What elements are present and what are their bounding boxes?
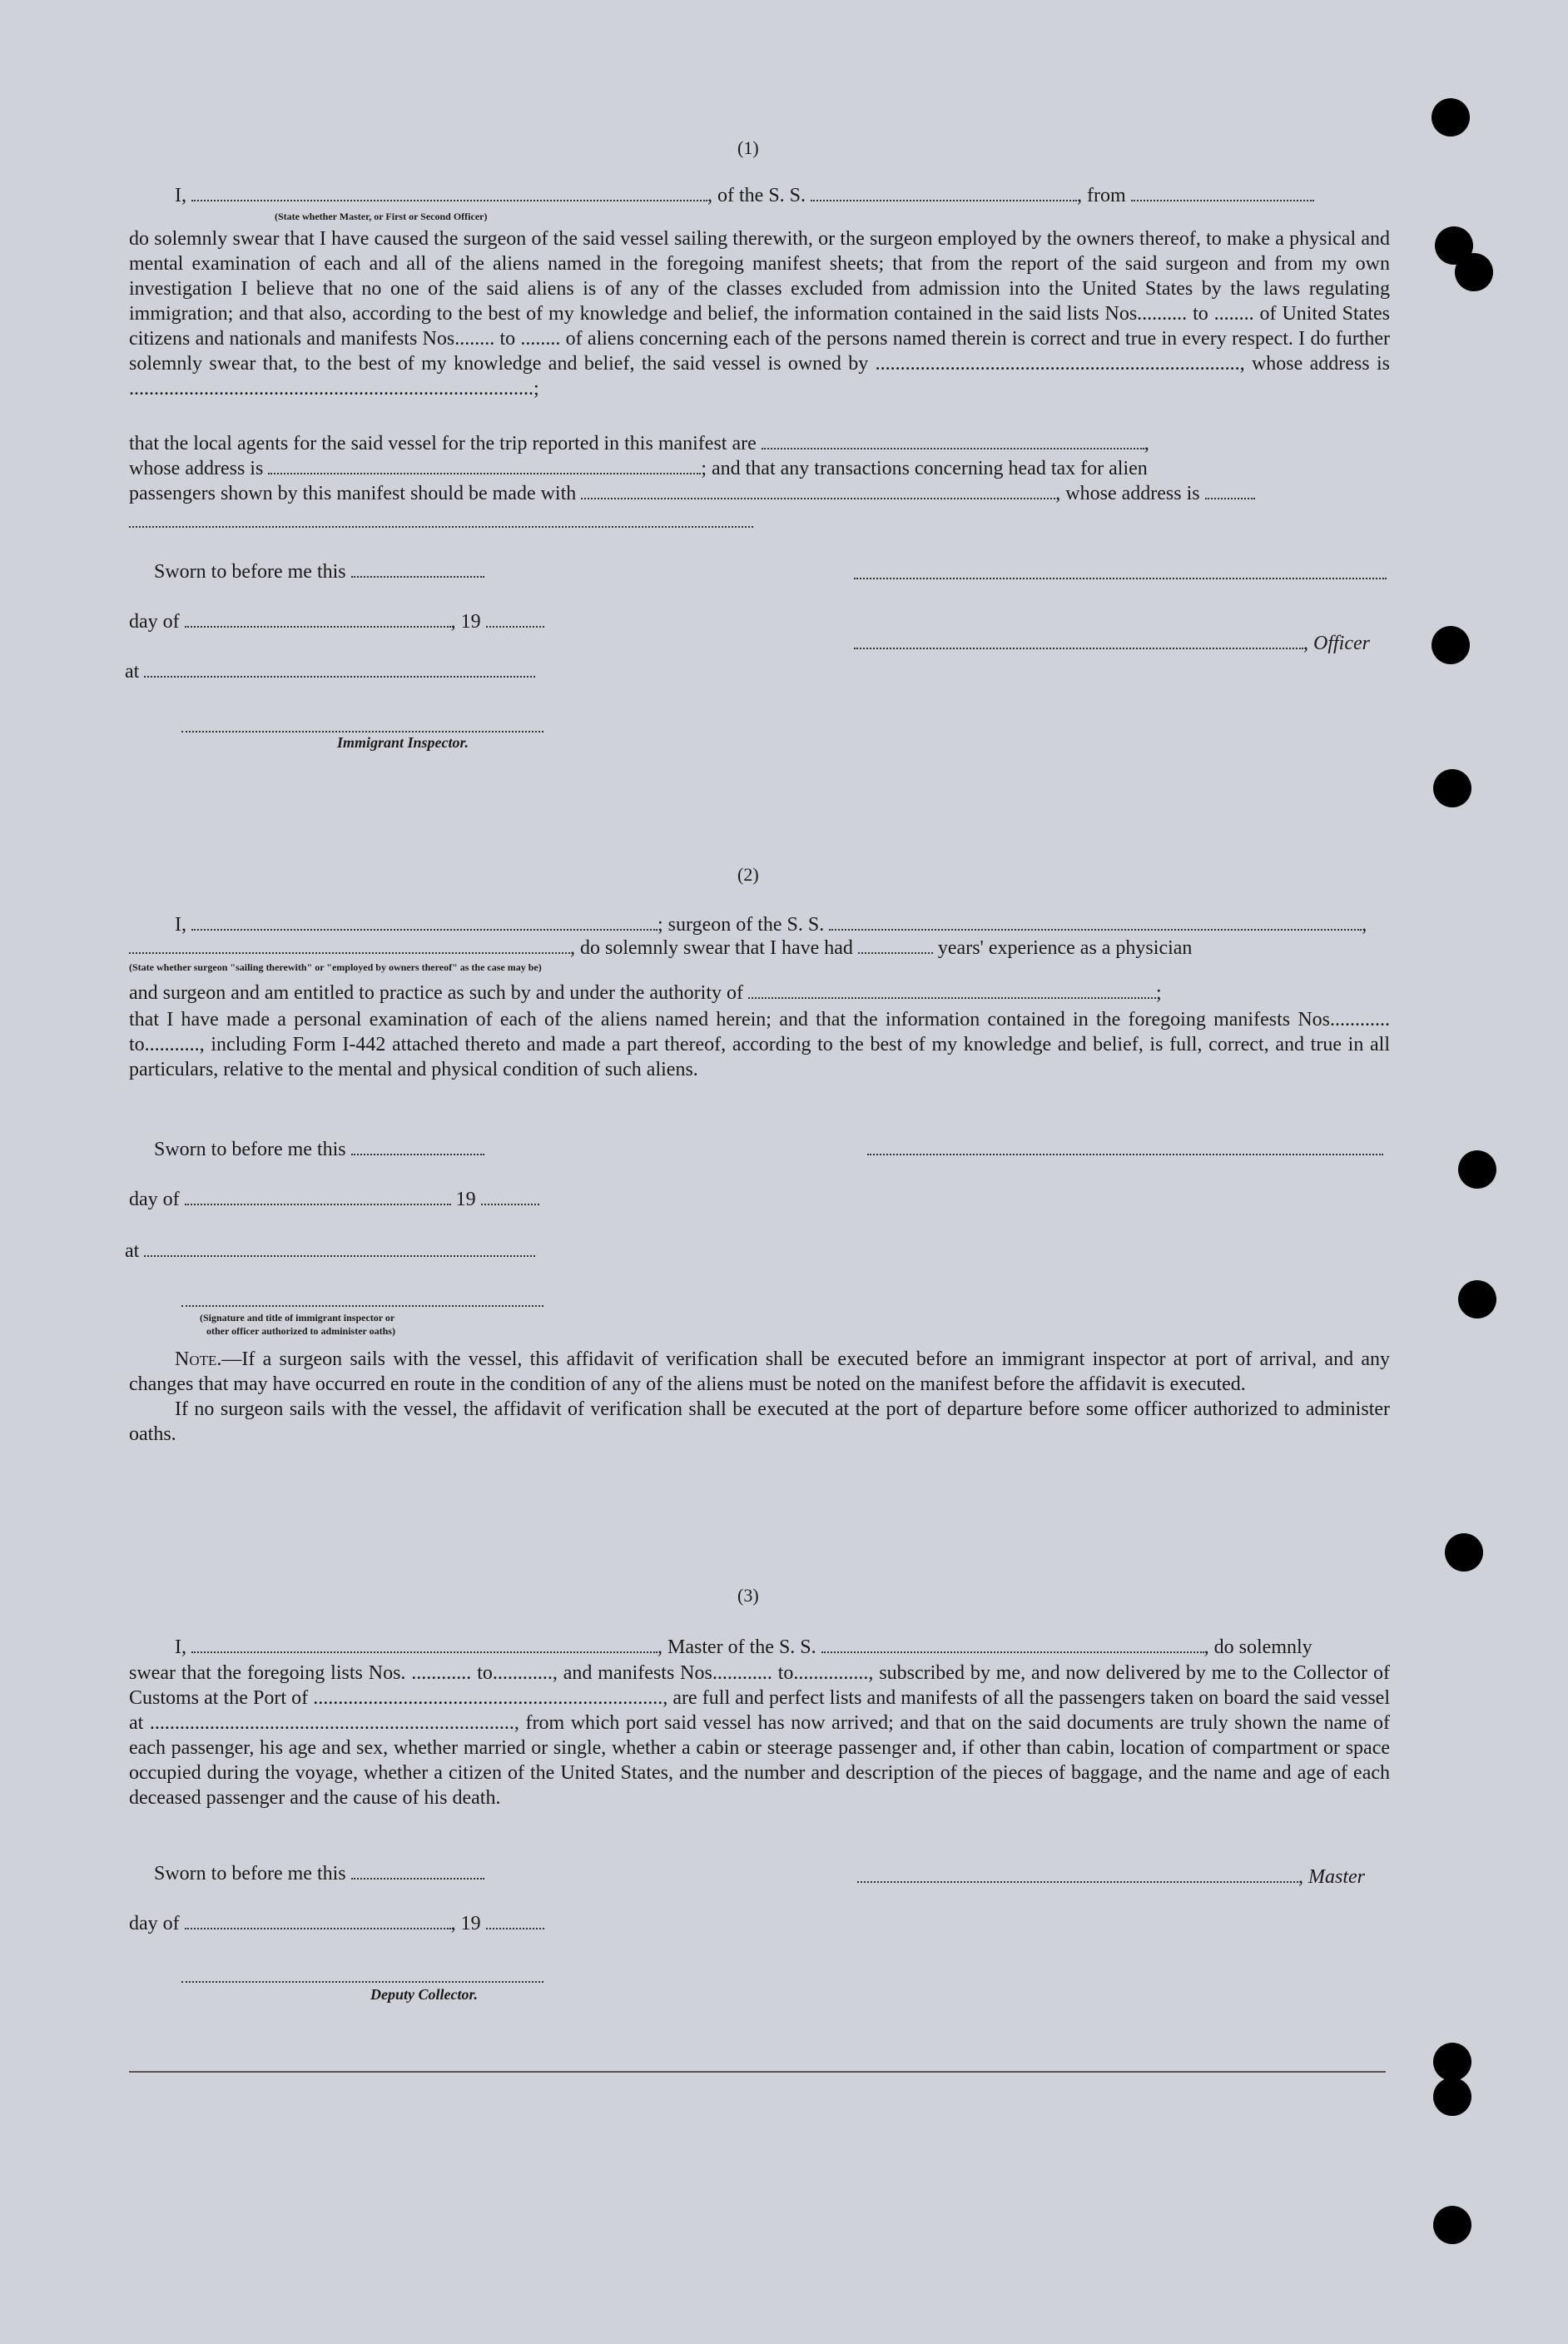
deputy-collector-caption: Deputy Collector. (370, 1986, 478, 2003)
affidavit2-at: at (125, 1240, 535, 1263)
affidavit3-body: swear that the foregoing lists Nos. ............ to............, and manifests Nos............ to..............., subscribed by me, and now delivered by me to the Collector of Customs at the Port of ......................................................................, are full and perfect lists and manifests of all the passengers taken on board the said vessel at ........................................................................., from which port said vessel has now arrived; and that on the said documents are truly shown the name of each passenger, his age and sex, whether married or single, whether a cabin or steerage passenger and, if other than cabin, location of compartment or space occupied during the voyage, whether a citizen of the United States, and the number and description of the pieces of baggage, and the name and age of each deceased passenger and the cause of his death. (129, 1662, 1390, 1809)
affidavit3-sworn: Sworn to before me this (154, 1863, 484, 1885)
affidavit1-passengers-line: passengers shown by this manifest should be made with , whose address is (129, 483, 1255, 505)
affidavit1-address-continuation (129, 526, 753, 528)
affidavit3-day-of: day of , 19 (129, 1913, 544, 1935)
punch-hole (1458, 1280, 1496, 1318)
affidavit1-body: do solemnly swear that I have caused the surgeon of the said vessel sailing therewith, or the surgeon employed by the owners thereof, to make a physical and mental examination of each and all of the aliens named in the foregoing manifest sheets; that from the report of the said surgeon and from my own investigation I believe that no one of the said aliens is of any of the classes excluded from admission into the United States by the laws regulating immigration; and that also, according to the best of my knowledge and belief, the information contained in the said lists Nos.......... to ........ of United States citizens and nationals and manifests Nos........ to ........ of aliens concerning each of the persons named therein is correct and true in every respect. I do further solemnly swear that, to the best of my knowledge and belief, the said vessel is owned by ........................................................................., whose address is .................................................................................; (129, 228, 1390, 400)
punch-hole (1433, 2043, 1471, 2081)
signature-caption-line2: other officer authorized to administer oaths) (206, 1325, 395, 1337)
punch-hole (1458, 1150, 1496, 1189)
punch-hole (1433, 2206, 1471, 2244)
punch-hole (1455, 253, 1493, 291)
section-number-1: (1) (737, 137, 759, 158)
surgeon-caption: (State whether surgeon "sailing therewith" or "employed by owners thereof" as the case may be) (129, 961, 542, 973)
affidavit1-whose-line: whose address is ; and that any transactions concerning head tax for alien (129, 458, 1148, 479)
affidavit1-officer-line: , Officer (854, 633, 1370, 655)
affidavit2-inspector-line (181, 1305, 543, 1307)
section-number-3: (3) (737, 1585, 759, 1606)
affidavit2-signature-line (867, 1154, 1383, 1155)
affidavit1-line1: I, , of the S. S. , from (175, 185, 1314, 207)
affidavit3-collector-line (181, 1981, 543, 1983)
affidavit1-signature-line (854, 578, 1387, 579)
affidavit1-sworn: Sworn to before me this (154, 561, 484, 584)
affidavit3-line1: I, , Master of the S. S. , do solemnly (175, 1636, 1312, 1658)
affidavit1-inspector-line (181, 731, 543, 732)
punch-hole (1445, 1533, 1483, 1572)
affidavit1-at: at (125, 661, 535, 683)
affidavit1-agents-line: that the local agents for the said vessel for the trip reported in this manifest are , (129, 433, 1149, 454)
affidavit2-day-of: day of 19 (129, 1189, 539, 1211)
affidavit2-sworn: Sworn to before me this (154, 1139, 484, 1161)
immigrant-inspector-caption: Immigrant Inspector. (337, 734, 469, 751)
affidavit2-body: that I have made a personal examination of each of the aliens named herein; and that the information contained in the foregoing manifests Nos............ to..........., including Form I-442 attached thereto and made a part thereof, according to the best of my knowledge and belief, is full, correct, and true in all particulars, relative to the mental and physical condition of such aliens. (129, 1009, 1390, 1080)
bleed-through-text (466, 541, 906, 566)
punch-hole (1433, 769, 1471, 807)
affidavit2-line1: I, ; surgeon of the S. S. , (175, 914, 1367, 936)
punch-hole (1432, 626, 1470, 664)
signature-caption-line1: (Signature and title of immigrant inspector or (200, 1312, 395, 1323)
surgeon-note: Note.—If a surgeon sails with the vessel, this affidavit of verification shall be executed before an immigrant inspector at port of arrival, and any changes that may have occurred en route in the condition of any of the aliens must be noted on the manifest before the affidavit is executed. If no surgeon sails with the vessel, the affidavit of verification shall be executed at the port of departure before some officer authorized to administer oaths. (129, 1348, 1390, 1445)
affidavit3-master-line: , Master (857, 1866, 1365, 1889)
section-number-2: (2) (737, 864, 759, 885)
affidavit2-line3: and surgeon and am entitled to practice as such by and under the authority of ; (129, 982, 1162, 1004)
punch-hole (1432, 98, 1470, 137)
bottom-rule (129, 2071, 1386, 2073)
affidavit1-day-of: day of , 19 (129, 611, 544, 633)
affidavit2-line2: , do solemnly swear that I have had years' experience as a physician (129, 937, 1192, 960)
master-caption: (State whether Master, or First or Second Officer) (275, 211, 488, 222)
punch-hole (1433, 2078, 1471, 2116)
